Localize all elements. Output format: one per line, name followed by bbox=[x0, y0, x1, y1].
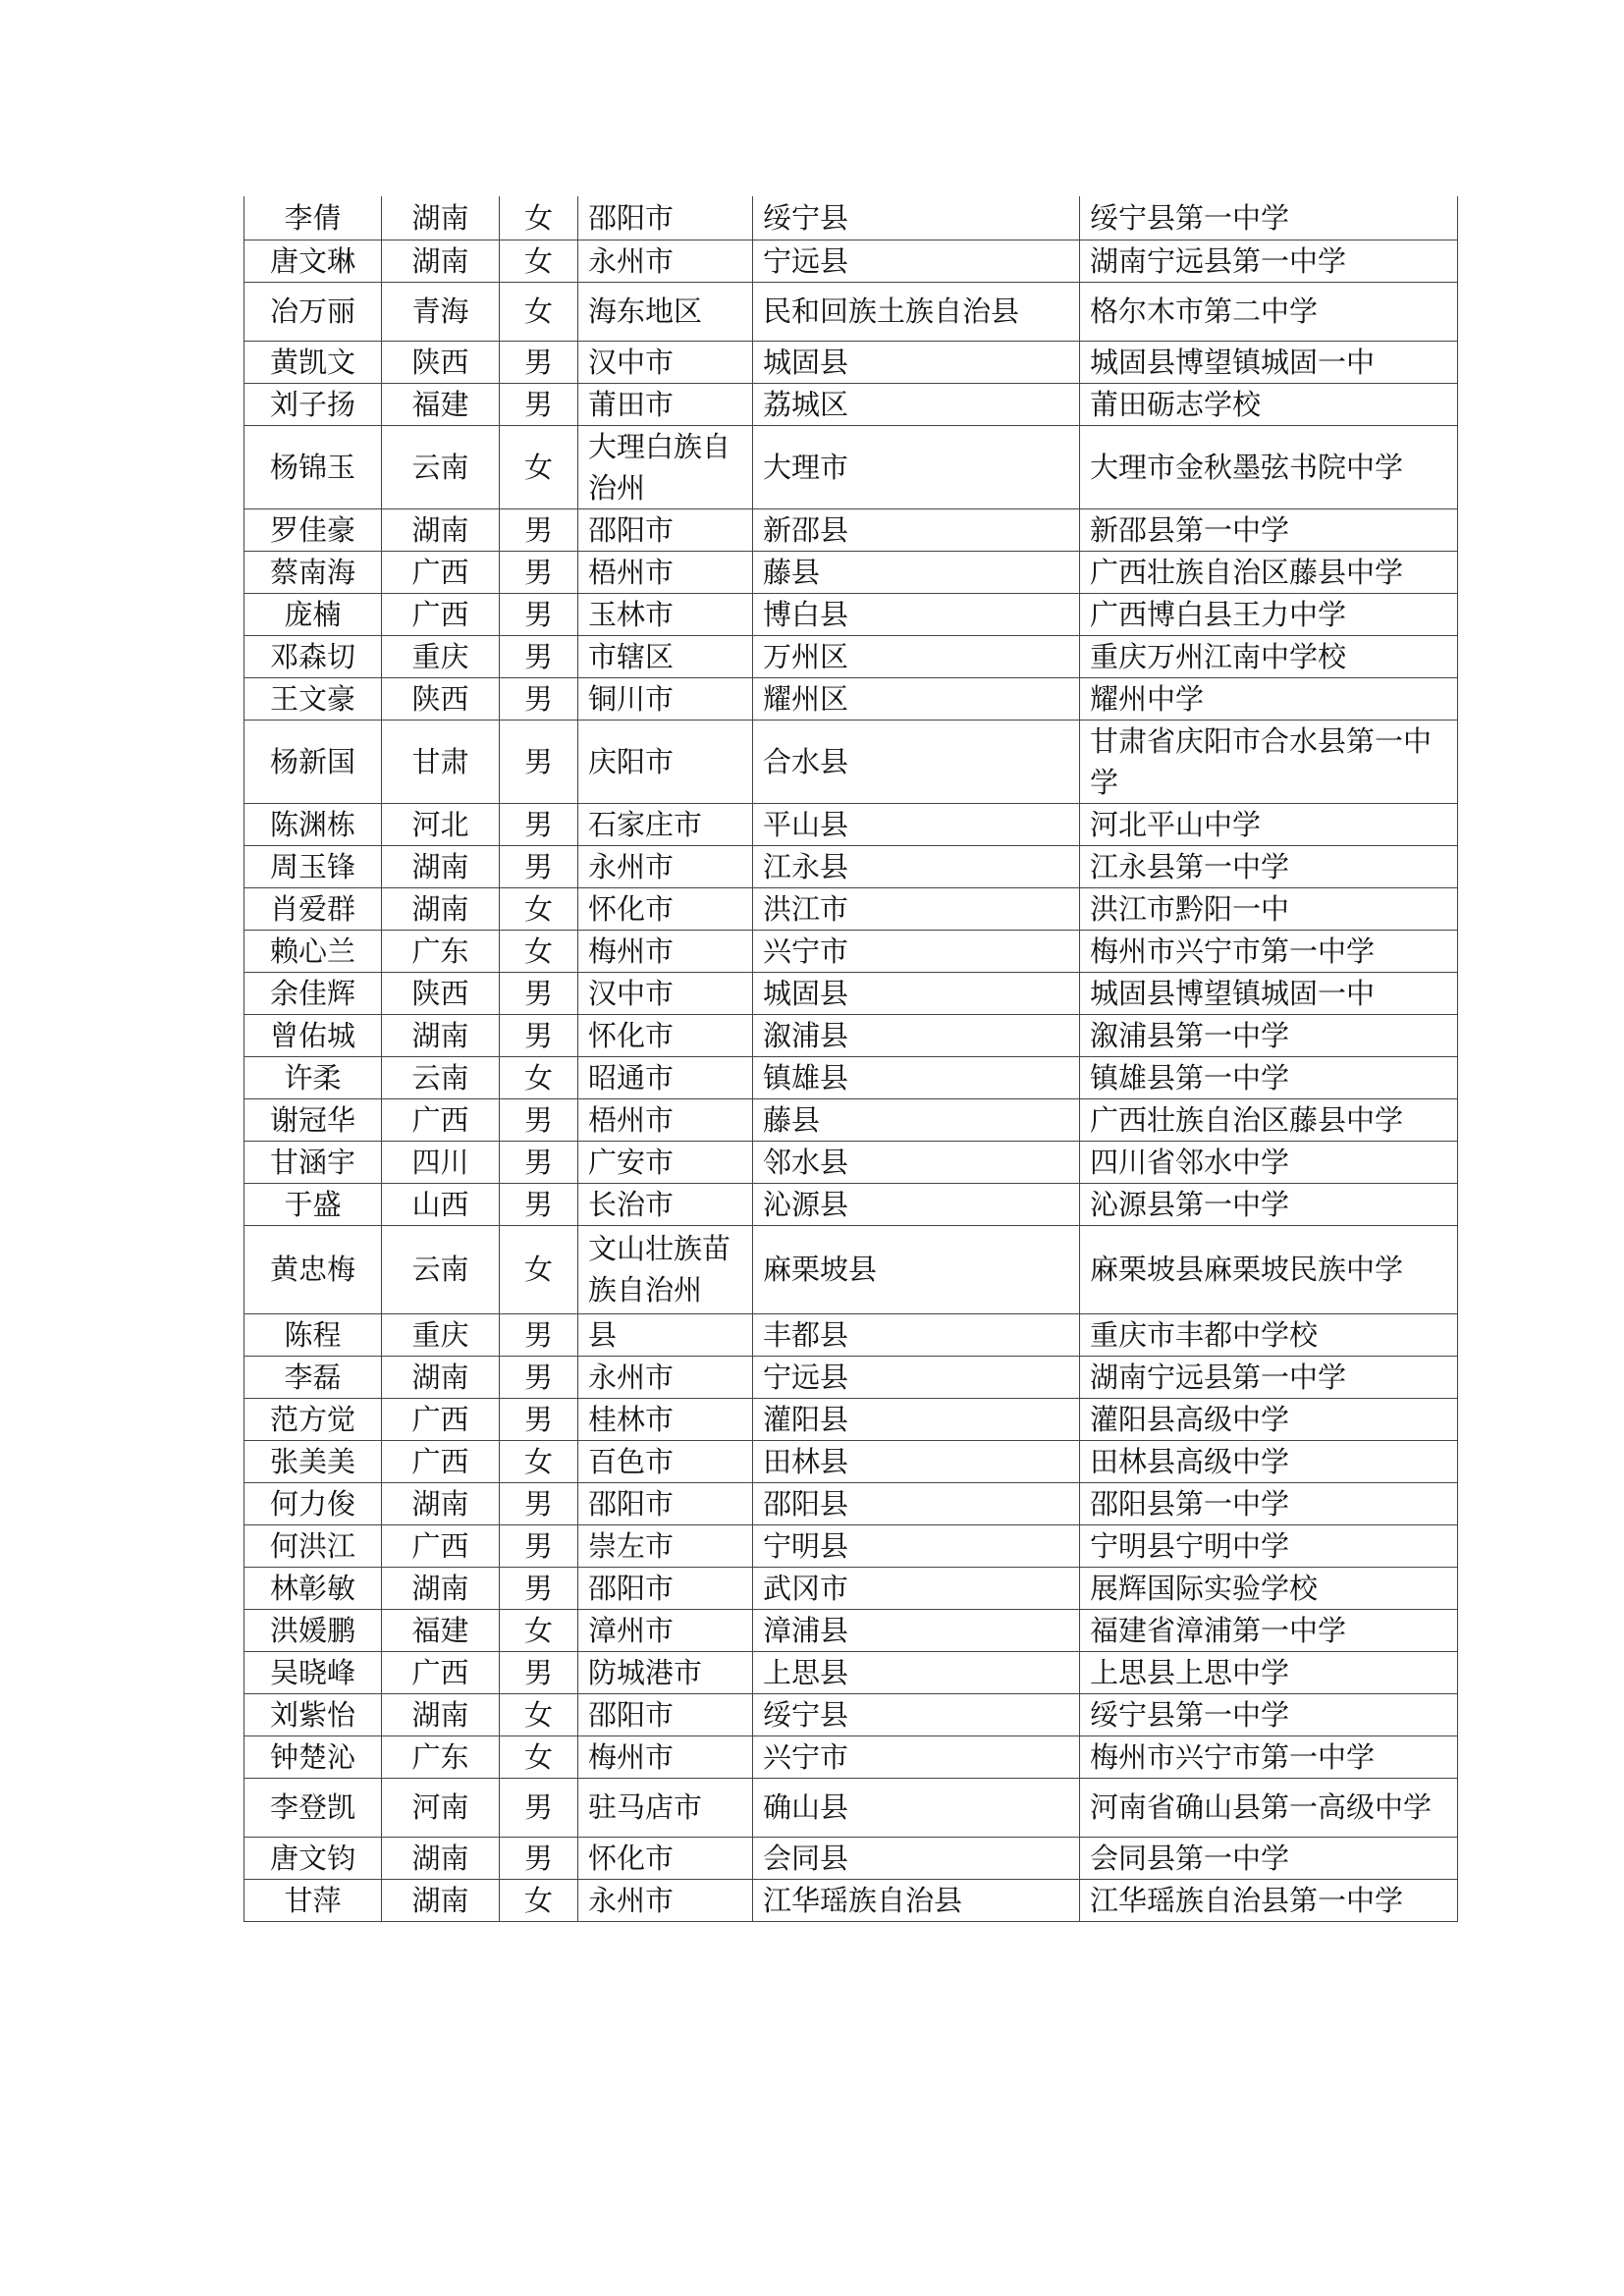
table-row bbox=[244, 1778, 1458, 1837]
table-row bbox=[244, 593, 1458, 635]
province-cell: 重庆 bbox=[382, 635, 500, 677]
table-row bbox=[244, 1098, 1458, 1141]
city-cell: 邵阳市 bbox=[578, 1482, 753, 1524]
school-cell: 梅州市兴宁市第一中学 bbox=[1080, 1735, 1458, 1778]
county-cell: 确山县 bbox=[753, 1778, 1080, 1837]
school-cell: 麻栗坡县麻栗坡民族中学 bbox=[1080, 1225, 1458, 1313]
student-name-cell: 周玉锋 bbox=[244, 845, 382, 887]
student-name-cell: 曾佑城 bbox=[244, 1014, 382, 1056]
student-name-cell: 陈程 bbox=[244, 1313, 382, 1356]
school-cell: 镇雄县第一中学 bbox=[1080, 1056, 1458, 1098]
table-row bbox=[244, 1609, 1458, 1651]
province-cell: 四川 bbox=[382, 1141, 500, 1183]
county-cell: 城固县 bbox=[753, 341, 1080, 383]
county-cell: 新邵县 bbox=[753, 508, 1080, 551]
school-cell: 展辉国际实验学校 bbox=[1080, 1567, 1458, 1609]
county-cell: 漳浦县 bbox=[753, 1609, 1080, 1651]
county-cell: 田林县 bbox=[753, 1440, 1080, 1482]
gender-cell: 女 bbox=[500, 1735, 578, 1778]
city-cell: 永州市 bbox=[578, 1356, 753, 1398]
province-cell: 河北 bbox=[382, 803, 500, 845]
gender-cell: 男 bbox=[500, 1356, 578, 1398]
gender-cell: 女 bbox=[500, 196, 578, 240]
table-row bbox=[244, 1141, 1458, 1183]
gender-cell: 男 bbox=[500, 1482, 578, 1524]
student-name-cell: 吴晓峰 bbox=[244, 1651, 382, 1693]
city-cell: 防城港市 bbox=[578, 1651, 753, 1693]
school-cell: 江永县第一中学 bbox=[1080, 845, 1458, 887]
school-cell: 大理市金秋墨弦书院中学 bbox=[1080, 425, 1458, 508]
city-cell: 永州市 bbox=[578, 1879, 753, 1921]
county-cell: 荔城区 bbox=[753, 383, 1080, 425]
city-cell: 梅州市 bbox=[578, 1735, 753, 1778]
province-cell: 广西 bbox=[382, 1524, 500, 1567]
province-cell: 云南 bbox=[382, 1225, 500, 1313]
table-row bbox=[244, 1440, 1458, 1482]
table-row bbox=[244, 1837, 1458, 1879]
school-cell: 新邵县第一中学 bbox=[1080, 508, 1458, 551]
province-cell: 福建 bbox=[382, 1609, 500, 1651]
city-cell: 玉林市 bbox=[578, 593, 753, 635]
student-name-cell: 林彰敏 bbox=[244, 1567, 382, 1609]
city-cell: 梅州市 bbox=[578, 930, 753, 972]
county-cell: 武冈市 bbox=[753, 1567, 1080, 1609]
city-cell: 梧州市 bbox=[578, 551, 753, 593]
city-cell: 百色市 bbox=[578, 1440, 753, 1482]
city-cell: 永州市 bbox=[578, 845, 753, 887]
province-cell: 湖南 bbox=[382, 1879, 500, 1921]
gender-cell: 男 bbox=[500, 635, 578, 677]
table-row bbox=[244, 341, 1458, 383]
gender-cell: 女 bbox=[500, 887, 578, 930]
school-cell: 莆田砺志学校 bbox=[1080, 383, 1458, 425]
table-row bbox=[244, 635, 1458, 677]
school-cell: 格尔木市第二中学 bbox=[1080, 282, 1458, 341]
city-cell: 石家庄市 bbox=[578, 803, 753, 845]
table-row bbox=[244, 887, 1458, 930]
province-cell: 广西 bbox=[382, 551, 500, 593]
province-cell: 广东 bbox=[382, 1735, 500, 1778]
school-cell: 重庆万州江南中学校 bbox=[1080, 635, 1458, 677]
school-cell: 广西博白县王力中学 bbox=[1080, 593, 1458, 635]
school-cell: 耀州中学 bbox=[1080, 677, 1458, 720]
county-cell: 丰都县 bbox=[753, 1313, 1080, 1356]
gender-cell: 男 bbox=[500, 1524, 578, 1567]
table-row bbox=[244, 1735, 1458, 1778]
city-cell: 铜川市 bbox=[578, 677, 753, 720]
gender-cell: 男 bbox=[500, 720, 578, 803]
student-name-cell: 钟楚沁 bbox=[244, 1735, 382, 1778]
province-cell: 河南 bbox=[382, 1778, 500, 1837]
gender-cell: 男 bbox=[500, 1141, 578, 1183]
school-cell: 绥宁县第一中学 bbox=[1080, 196, 1458, 240]
student-name-cell: 黄忠梅 bbox=[244, 1225, 382, 1313]
gender-cell: 男 bbox=[500, 1567, 578, 1609]
gender-cell: 女 bbox=[500, 1693, 578, 1735]
city-cell: 县 bbox=[578, 1313, 753, 1356]
city-cell: 邵阳市 bbox=[578, 196, 753, 240]
province-cell: 甘肃 bbox=[382, 720, 500, 803]
student-name-cell: 陈渊栋 bbox=[244, 803, 382, 845]
city-cell: 文山壮族苗族自治州 bbox=[578, 1225, 753, 1313]
student-name-cell: 何力俊 bbox=[244, 1482, 382, 1524]
table-row bbox=[244, 196, 1458, 240]
city-cell: 怀化市 bbox=[578, 1837, 753, 1879]
school-cell: 沁源县第一中学 bbox=[1080, 1183, 1458, 1225]
province-cell: 陕西 bbox=[382, 677, 500, 720]
gender-cell: 男 bbox=[500, 593, 578, 635]
gender-cell: 男 bbox=[500, 551, 578, 593]
table-row bbox=[244, 845, 1458, 887]
county-cell: 兴宁市 bbox=[753, 1735, 1080, 1778]
student-name-cell: 张美美 bbox=[244, 1440, 382, 1482]
gender-cell: 男 bbox=[500, 1778, 578, 1837]
table-row bbox=[244, 383, 1458, 425]
table-row bbox=[244, 1693, 1458, 1735]
city-cell: 桂林市 bbox=[578, 1398, 753, 1440]
county-cell: 藤县 bbox=[753, 1098, 1080, 1141]
school-cell: 江华瑶族自治县第一中学 bbox=[1080, 1879, 1458, 1921]
student-name-cell: 杨锦玉 bbox=[244, 425, 382, 508]
student-name-cell: 李磊 bbox=[244, 1356, 382, 1398]
city-cell: 崇左市 bbox=[578, 1524, 753, 1567]
student-name-cell: 王文豪 bbox=[244, 677, 382, 720]
student-name-cell: 邓森切 bbox=[244, 635, 382, 677]
city-cell: 汉中市 bbox=[578, 972, 753, 1014]
province-cell: 陕西 bbox=[382, 341, 500, 383]
county-cell: 平山县 bbox=[753, 803, 1080, 845]
province-cell: 广西 bbox=[382, 1098, 500, 1141]
city-cell: 莆田市 bbox=[578, 383, 753, 425]
province-cell: 重庆 bbox=[382, 1313, 500, 1356]
student-name-cell: 余佳辉 bbox=[244, 972, 382, 1014]
county-cell: 邵阳县 bbox=[753, 1482, 1080, 1524]
school-cell: 河南省确山县第一高级中学 bbox=[1080, 1778, 1458, 1837]
province-cell: 云南 bbox=[382, 1056, 500, 1098]
table-row bbox=[244, 240, 1458, 282]
county-cell: 邻水县 bbox=[753, 1141, 1080, 1183]
school-cell: 溆浦县第一中学 bbox=[1080, 1014, 1458, 1056]
roster-body bbox=[244, 196, 1458, 1921]
county-cell: 镇雄县 bbox=[753, 1056, 1080, 1098]
table-row bbox=[244, 1524, 1458, 1567]
table-row bbox=[244, 1356, 1458, 1398]
province-cell: 湖南 bbox=[382, 1482, 500, 1524]
gender-cell: 男 bbox=[500, 1398, 578, 1440]
county-cell: 城固县 bbox=[753, 972, 1080, 1014]
province-cell: 广西 bbox=[382, 593, 500, 635]
gender-cell: 男 bbox=[500, 972, 578, 1014]
province-cell: 青海 bbox=[382, 282, 500, 341]
student-name-cell: 谢冠华 bbox=[244, 1098, 382, 1141]
table-row bbox=[244, 1313, 1458, 1356]
student-name-cell: 蔡南海 bbox=[244, 551, 382, 593]
table-row bbox=[244, 1567, 1458, 1609]
school-cell: 湖南宁远县第一中学 bbox=[1080, 240, 1458, 282]
table-row bbox=[244, 1398, 1458, 1440]
table-row bbox=[244, 972, 1458, 1014]
table-row bbox=[244, 1651, 1458, 1693]
gender-cell: 男 bbox=[500, 845, 578, 887]
gender-cell: 男 bbox=[500, 1014, 578, 1056]
school-cell: 上思县上思中学 bbox=[1080, 1651, 1458, 1693]
province-cell: 广西 bbox=[382, 1651, 500, 1693]
city-cell: 驻马店市 bbox=[578, 1778, 753, 1837]
gender-cell: 女 bbox=[500, 1225, 578, 1313]
table-row bbox=[244, 425, 1458, 508]
school-cell: 梅州市兴宁市第一中学 bbox=[1080, 930, 1458, 972]
student-name-cell: 李登凯 bbox=[244, 1778, 382, 1837]
student-name-cell: 甘萍 bbox=[244, 1879, 382, 1921]
table-row bbox=[244, 677, 1458, 720]
school-cell: 四川省邻水中学 bbox=[1080, 1141, 1458, 1183]
county-cell: 大理市 bbox=[753, 425, 1080, 508]
table-row bbox=[244, 1225, 1458, 1313]
school-cell: 广西壮族自治区藤县中学 bbox=[1080, 1098, 1458, 1141]
school-cell: 会同县第一中学 bbox=[1080, 1837, 1458, 1879]
province-cell: 湖南 bbox=[382, 1837, 500, 1879]
county-cell: 洪江市 bbox=[753, 887, 1080, 930]
student-name-cell: 唐文琳 bbox=[244, 240, 382, 282]
school-cell: 城固县博望镇城固一中 bbox=[1080, 341, 1458, 383]
table-row bbox=[244, 508, 1458, 551]
gender-cell: 男 bbox=[500, 383, 578, 425]
city-cell: 海东地区 bbox=[578, 282, 753, 341]
province-cell: 湖南 bbox=[382, 1567, 500, 1609]
city-cell: 邵阳市 bbox=[578, 508, 753, 551]
gender-cell: 女 bbox=[500, 425, 578, 508]
table-row bbox=[244, 551, 1458, 593]
gender-cell: 男 bbox=[500, 1098, 578, 1141]
gender-cell: 男 bbox=[500, 341, 578, 383]
city-cell: 邵阳市 bbox=[578, 1567, 753, 1609]
province-cell: 山西 bbox=[382, 1183, 500, 1225]
county-cell: 兴宁市 bbox=[753, 930, 1080, 972]
province-cell: 湖南 bbox=[382, 508, 500, 551]
school-cell: 宁明县宁明中学 bbox=[1080, 1524, 1458, 1567]
student-name-cell: 庞楠 bbox=[244, 593, 382, 635]
student-name-cell: 于盛 bbox=[244, 1183, 382, 1225]
student-name-cell: 赖心兰 bbox=[244, 930, 382, 972]
student-name-cell: 刘子扬 bbox=[244, 383, 382, 425]
student-name-cell: 肖爱群 bbox=[244, 887, 382, 930]
student-name-cell: 何洪江 bbox=[244, 1524, 382, 1567]
student-name-cell: 黄凯文 bbox=[244, 341, 382, 383]
county-cell: 宁远县 bbox=[753, 240, 1080, 282]
table-row bbox=[244, 1482, 1458, 1524]
student-name-cell: 杨新国 bbox=[244, 720, 382, 803]
province-cell: 湖南 bbox=[382, 887, 500, 930]
student-name-cell: 罗佳豪 bbox=[244, 508, 382, 551]
county-cell: 绥宁县 bbox=[753, 1693, 1080, 1735]
province-cell: 湖南 bbox=[382, 196, 500, 240]
county-cell: 藤县 bbox=[753, 551, 1080, 593]
gender-cell: 女 bbox=[500, 1879, 578, 1921]
province-cell: 湖南 bbox=[382, 240, 500, 282]
city-cell: 大理白族自治州 bbox=[578, 425, 753, 508]
province-cell: 广东 bbox=[382, 930, 500, 972]
city-cell: 永州市 bbox=[578, 240, 753, 282]
county-cell: 溆浦县 bbox=[753, 1014, 1080, 1056]
county-cell: 宁远县 bbox=[753, 1356, 1080, 1398]
gender-cell: 男 bbox=[500, 677, 578, 720]
school-cell: 邵阳县第一中学 bbox=[1080, 1482, 1458, 1524]
gender-cell: 男 bbox=[500, 1183, 578, 1225]
school-cell: 广西壮族自治区藤县中学 bbox=[1080, 551, 1458, 593]
province-cell: 广西 bbox=[382, 1440, 500, 1482]
county-cell: 会同县 bbox=[753, 1837, 1080, 1879]
student-name-cell: 刘紫怡 bbox=[244, 1693, 382, 1735]
gender-cell: 女 bbox=[500, 930, 578, 972]
student-name-cell: 李倩 bbox=[244, 196, 382, 240]
province-cell: 陕西 bbox=[382, 972, 500, 1014]
gender-cell: 男 bbox=[500, 1313, 578, 1356]
city-cell: 汉中市 bbox=[578, 341, 753, 383]
county-cell: 麻栗坡县 bbox=[753, 1225, 1080, 1313]
table-row bbox=[244, 930, 1458, 972]
table-row bbox=[244, 803, 1458, 845]
county-cell: 民和回族土族自治县 bbox=[753, 282, 1080, 341]
province-cell: 福建 bbox=[382, 383, 500, 425]
gender-cell: 男 bbox=[500, 803, 578, 845]
table-row bbox=[244, 1879, 1458, 1921]
county-cell: 万州区 bbox=[753, 635, 1080, 677]
gender-cell: 男 bbox=[500, 1651, 578, 1693]
school-cell: 洪江市黔阳一中 bbox=[1080, 887, 1458, 930]
gender-cell: 男 bbox=[500, 1837, 578, 1879]
county-cell: 宁明县 bbox=[753, 1524, 1080, 1567]
city-cell: 漳州市 bbox=[578, 1609, 753, 1651]
city-cell: 怀化市 bbox=[578, 887, 753, 930]
province-cell: 湖南 bbox=[382, 1014, 500, 1056]
province-cell: 云南 bbox=[382, 425, 500, 508]
student-name-cell: 洪媛鹏 bbox=[244, 1609, 382, 1651]
city-cell: 怀化市 bbox=[578, 1014, 753, 1056]
gender-cell: 男 bbox=[500, 508, 578, 551]
county-cell: 合水县 bbox=[753, 720, 1080, 803]
table-row bbox=[244, 1183, 1458, 1225]
province-cell: 湖南 bbox=[382, 845, 500, 887]
gender-cell: 女 bbox=[500, 240, 578, 282]
gender-cell: 女 bbox=[500, 1609, 578, 1651]
county-cell: 耀州区 bbox=[753, 677, 1080, 720]
student-name-cell: 甘涵宇 bbox=[244, 1141, 382, 1183]
table-row bbox=[244, 282, 1458, 341]
student-name-cell: 唐文钧 bbox=[244, 1837, 382, 1879]
student-name-cell: 许柔 bbox=[244, 1056, 382, 1098]
province-cell: 广西 bbox=[382, 1398, 500, 1440]
gender-cell: 女 bbox=[500, 1440, 578, 1482]
city-cell: 广安市 bbox=[578, 1141, 753, 1183]
county-cell: 江华瑶族自治县 bbox=[753, 1879, 1080, 1921]
county-cell: 博白县 bbox=[753, 593, 1080, 635]
school-cell: 灌阳县高级中学 bbox=[1080, 1398, 1458, 1440]
city-cell: 市辖区 bbox=[578, 635, 753, 677]
county-cell: 上思县 bbox=[753, 1651, 1080, 1693]
gender-cell: 女 bbox=[500, 1056, 578, 1098]
county-cell: 江永县 bbox=[753, 845, 1080, 887]
county-cell: 绥宁县 bbox=[753, 196, 1080, 240]
city-cell: 梧州市 bbox=[578, 1098, 753, 1141]
school-cell: 河北平山中学 bbox=[1080, 803, 1458, 845]
city-cell: 长治市 bbox=[578, 1183, 753, 1225]
school-cell: 重庆市丰都中学校 bbox=[1080, 1313, 1458, 1356]
school-cell: 田林县高级中学 bbox=[1080, 1440, 1458, 1482]
school-cell: 城固县博望镇城固一中 bbox=[1080, 972, 1458, 1014]
student-name-cell: 冶万丽 bbox=[244, 282, 382, 341]
school-cell: 福建省漳浦第一中学 bbox=[1080, 1609, 1458, 1651]
table-row bbox=[244, 1014, 1458, 1056]
city-cell: 昭通市 bbox=[578, 1056, 753, 1098]
school-cell: 绥宁县第一中学 bbox=[1080, 1693, 1458, 1735]
school-cell: 甘肃省庆阳市合水县第一中学 bbox=[1080, 720, 1458, 803]
city-cell: 庆阳市 bbox=[578, 720, 753, 803]
table-row bbox=[244, 1056, 1458, 1098]
school-cell: 湖南宁远县第一中学 bbox=[1080, 1356, 1458, 1398]
county-cell: 沁源县 bbox=[753, 1183, 1080, 1225]
student-name-cell: 范方觉 bbox=[244, 1398, 382, 1440]
province-cell: 湖南 bbox=[382, 1356, 500, 1398]
county-cell: 灌阳县 bbox=[753, 1398, 1080, 1440]
city-cell: 邵阳市 bbox=[578, 1693, 753, 1735]
table-row bbox=[244, 720, 1458, 803]
province-cell: 湖南 bbox=[382, 1693, 500, 1735]
roster-table bbox=[244, 196, 1458, 1922]
gender-cell: 女 bbox=[500, 282, 578, 341]
